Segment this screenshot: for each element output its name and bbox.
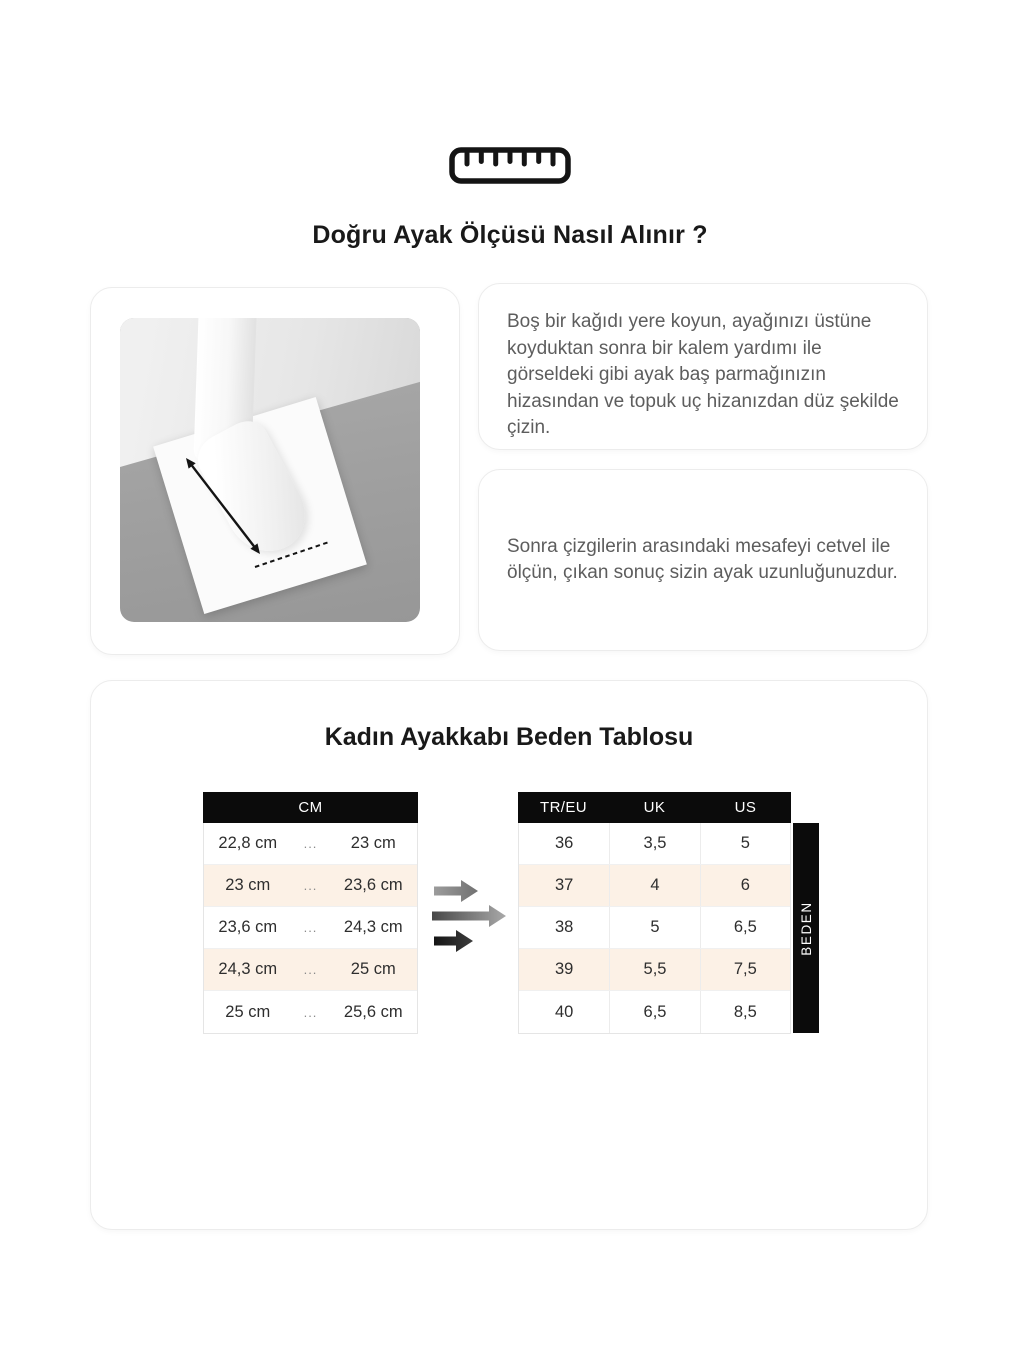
instruction-step-2: Sonra çizgilerin arasındaki mesafeyi cetvel ile ölçün, çıkan sonuç sizin ayak uzunluğunuzdur.: [507, 535, 898, 583]
table-row: [204, 823, 417, 865]
triple-right-arrows-icon: [431, 878, 516, 953]
cm-to: 25 cm: [350, 960, 396, 978]
range-dots: ...: [303, 1004, 318, 1020]
cm-from: 23,6 cm: [218, 918, 278, 936]
table-row: [519, 949, 790, 991]
instruction-card-2: [478, 469, 928, 651]
cm-table-body: [203, 823, 418, 1034]
instruction-step-1: Boş bir kağıdı yere koyun, ayağınızı üstüne koyduktan sonra bir kalem yardımı ile görseldeki gibi ayak baş parmağınızın hizasından ve topuk uç hizanızdan düz şekilde çizin.: [507, 311, 899, 438]
cm-table-header: CM: [203, 792, 418, 823]
us-size: 5: [700, 823, 790, 864]
treu-size: 36: [554, 834, 574, 852]
treu-size: 37: [554, 876, 574, 894]
page-title: Doğru Ayak Ölçüsü Nasıl Alınır ?: [312, 221, 708, 249]
foot-measurement-photo: [120, 318, 420, 622]
cm-from: 25 cm: [225, 1002, 271, 1021]
cm-to: 23 cm: [350, 834, 396, 852]
treu-size: 38: [554, 918, 574, 936]
table-row: [204, 865, 417, 907]
cm-to: 25,6 cm: [343, 1002, 403, 1021]
table-row: [519, 823, 790, 865]
table-row: [204, 907, 417, 949]
us-size: 6: [700, 865, 790, 906]
range-dots: ...: [303, 836, 318, 851]
table-row: [204, 949, 417, 991]
us-size: 7,5: [700, 949, 790, 990]
col-header-treu: TR/EU: [540, 799, 587, 816]
col-header-uk: UK: [643, 799, 666, 816]
treu-size: 40: [554, 1002, 574, 1021]
beden-side-label: [793, 823, 819, 1033]
uk-size: 5,5: [609, 949, 699, 990]
range-dots: ...: [303, 878, 318, 893]
uk-size: 6,5: [609, 991, 699, 1033]
table-row: [519, 907, 790, 949]
table-row: [204, 991, 417, 1033]
cm-from: 22,8 cm: [218, 834, 278, 852]
us-size: 6,5: [700, 907, 790, 948]
beden-label-text: BEDEN: [798, 900, 814, 956]
ruler-icon: [0, 147, 1020, 184]
measurement-arrow-overlay: [120, 318, 420, 622]
range-dots: ...: [303, 962, 318, 977]
us-size: 8,5: [700, 991, 790, 1033]
table-row: [519, 865, 790, 907]
uk-size: 5: [609, 907, 699, 948]
treu-size: 39: [554, 960, 574, 978]
size-chart-card: [90, 680, 928, 1230]
conversion-table-header: [518, 792, 791, 823]
cm-from: 23 cm: [225, 876, 271, 894]
conversion-table-body: [518, 823, 791, 1034]
size-conversion-table: [518, 792, 791, 1034]
col-header-us: US: [734, 799, 757, 816]
size-chart-title: Kadın Ayakkabı Beden Tablosu: [324, 723, 694, 751]
cm-to: 24,3 cm: [343, 918, 403, 936]
foot-measurement-card: [90, 287, 460, 655]
uk-size: 3,5: [609, 823, 699, 864]
instruction-card-1: [478, 283, 928, 450]
cm-to: 23,6 cm: [343, 876, 403, 894]
table-row: [519, 991, 790, 1033]
cm-from: 24,3 cm: [218, 960, 278, 978]
cm-table: [203, 792, 418, 1034]
range-dots: ...: [303, 920, 318, 935]
uk-size: 4: [609, 865, 699, 906]
